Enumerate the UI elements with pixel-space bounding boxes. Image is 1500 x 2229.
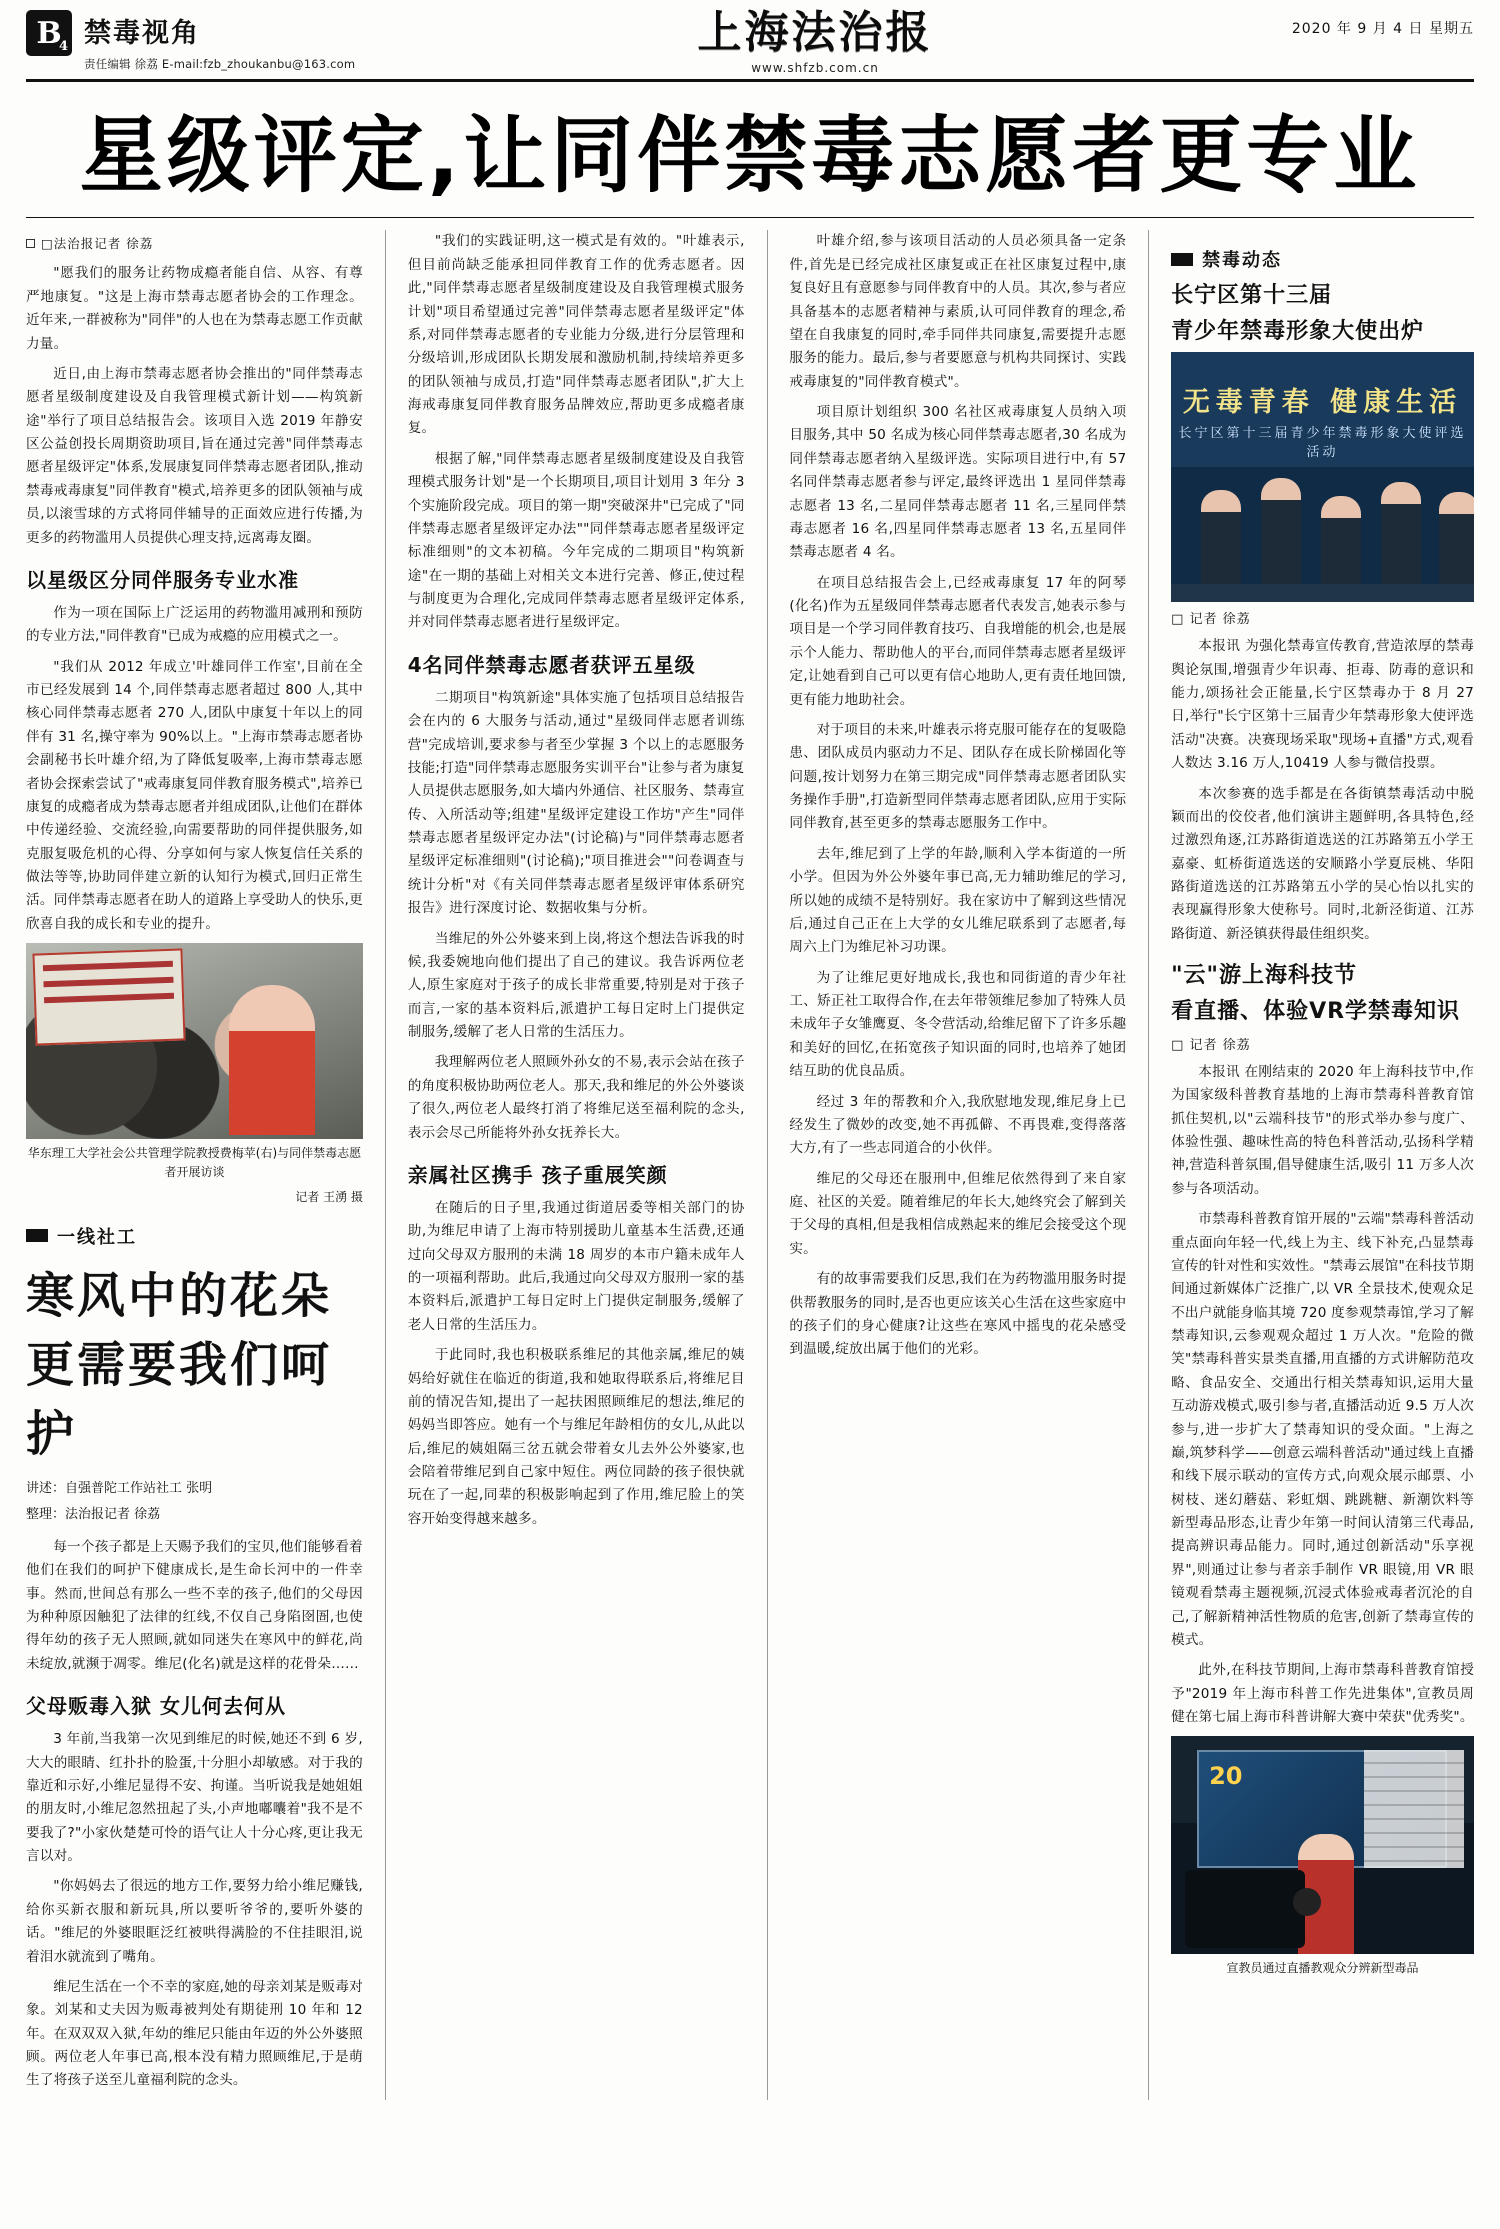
photo-people xyxy=(1171,472,1474,602)
column-divider xyxy=(767,230,768,2099)
page-badge-letter: B xyxy=(36,15,62,51)
main-columns xyxy=(26,230,1474,2099)
section2-paragraph: 于此同时,我也积极联系维尼的其他亲属,维尼的姨妈给好就住在临近的街道,我和她取得联系后,将维尼目前的情况告知,提出了一起扶困照顾维尼的想法,维尼的妈妈当即答应。她有一个与维尼年龄相仿的女儿,从此以后,维尼的姨姐隔三岔五就会带着女儿去外公外婆家,也会陪着带维尼到自己家中短住。两位同龄的孩子很快就玩在了一起,同辈的积极影响起到了作用,维尼脸上的笑容开始变得越来越多。 xyxy=(407,1347,745,1527)
lead-byline xyxy=(26,234,363,252)
article-paragraph: 根据了解,"同伴禁毒志愿者星级制度建设及自我管理模式服务计划"是一个长期项目,项目计划用 3 年分 3 个实施阶段完成。项目的第一期"突破深井"已完成了"同伴禁毒志愿者星级评定办法""同伴禁毒志愿者星级评定标准细则"的文本初稿。今年完成的二期项目"构筑新途"在一期的基础上对相关文本进行完善、修正,使过程与制度更为合理化,完成同伴禁毒志愿者星级评定体系,并对同伴禁毒志愿者进行星级评定。 xyxy=(407,450,745,631)
section2-paragraph: 有的故事需要我们反思,我们在为药物滥用服务时提供帮教服务的同时,是否也更应该关心生活在这些家庭中的孩子们的身心健康?让这些在寒风中摇曳的花朵感受到温暖,绽放出属于他们的光彩。 xyxy=(789,1271,1127,1358)
photo-camera xyxy=(1185,1870,1305,1948)
section2-title: 寒风中的花朵更需要我们呵护 xyxy=(26,1267,333,1462)
article-paragraph: "我们从 2012 年成立'叶雄同伴工作室',目前在全市已经发展到 14 个,同伴禁毒志愿者超过 800 人,其中核心同伴禁毒志愿者 270 人,团队中康复十年以上的同伴有 31 名,操守率为 90%以上。"上海市禁毒志愿者协会副秘书长叶雄介绍,为了降低复吸率,上海市禁毒志愿者协会探索尝试了"戒毒康复同伴教育服务模式",培养已康复的成瘾者成为禁毒志愿者并组成团队,让他们在群体中传递经验、交流经验,向需要帮助的同伴提供服务,如克服复吸危机的心得、分享如何与家人恢复信任关系的做法等等,协助同伴建立新的认知行为模式,回归正常生活。同伴禁毒志愿者在助人的道路上享受助人的快乐,更欣喜自我的成长和专业的提升。 xyxy=(26,658,363,932)
rail-flag xyxy=(1171,246,1474,272)
column-2 xyxy=(408,230,745,2099)
column-3 xyxy=(789,230,1126,2099)
column-1 xyxy=(26,230,363,2099)
lead-byline-text: □法治报记者 徐荔 xyxy=(41,236,154,252)
photo-caption: 华东理工大学社会公共管理学院教授费梅苹(右)与同伴禁毒志愿者开展访谈 xyxy=(27,1146,362,1180)
rail-item2-reporter: □ 记者 徐荔 xyxy=(1171,1037,1251,1053)
rail-item2-paragraph: 本报讯 在刚结束的 2020 年上海科技节中,作为国家级科普教育基地的上海市禁毒科普教育馆抓住契机,以"云端科技节"的形式举办参与度广、体验性强、趣味性高的特色科普活动,弘扬科学精神,营造科普氛围,倡导健康生活,吸引 11 万多人次参与各项活动。 xyxy=(1171,1063,1474,1197)
rail-photo-caption: 宣教员通过直播教观众分辨新型毒品 xyxy=(1226,1961,1419,1976)
paper-url: www.shfzb.com.cn xyxy=(751,61,879,76)
section-title: 禁毒视角 xyxy=(84,18,200,49)
article-paragraph: 叶雄介绍,参与该项目活动的人员必须具备一定条件,首先是已经完成社区康复或正在社区康复过程中,康复良好且有意愿参与同伴教育中的人员。其次,参与者应具备基本的志愿者精神与素质,认可同伴教育的理念,希望在自我康复的同时,牵手同伴共同康复,需要提升志愿服务的能力。最后,参与者要愿意与机构共同探讨、实践戒毒康复的"同伴教育模式"。 xyxy=(789,233,1127,390)
right-rail xyxy=(1171,230,1474,2099)
section2-paragraph: "你妈妈去了很远的地方工作,要努力给小维尼赚钱,给你买新衣服和新玩具,所以要听爷爷的,要听外婆的话。"维尼的外婆眼眶泛红被哄得满脸的不住挂眼泪,说着泪水就流到了嘴角。 xyxy=(26,1878,363,1965)
section-flag-frontline xyxy=(26,1223,363,1249)
section2-paragraph: 在随后的日子里,我通过街道居委等相关部门的协助,为维尼申请了上海市特别援助儿童基本生活费,还通过向父母双方服刑的未满 18 周岁的本市户籍未成年人的一项福利帮助。此后,我通过向父母双方服刑一家的基本资料后,派遣护工每日定时上门提供定制服务,缓解了老人日常的生活压力。 xyxy=(407,1199,745,1333)
section2-paragraph: 经过 3 年的帮教和介入,我欣慰地发现,维尼身上已经发生了微妙的改变,她不再孤僻、不再畏难,变得落落大方,有了一些志同道合的小伙伴。 xyxy=(789,1093,1127,1157)
subheading-1: 以星级区分同伴服务专业水准 xyxy=(26,567,299,592)
section2-paragraph: 维尼的父母还在服刑中,但维尼依然得到了来自家庭、社区的关爱。随着维尼的年长大,她终究会了解到关于父母的真相,但是我相信成熟起来的维尼会接受这个现实。 xyxy=(789,1170,1127,1257)
section2-intro: 每一个孩子都是上天赐予我们的宝贝,他们能够看着他们在我们的呵护下健康成长,是生命长河中的一件幸事。然而,世间总有那么一些不幸的孩子,他们的父母因为种种原因触犯了法律的红线,不仅自己身陷囹圄,也使得年幼的孩子无人照顾,就如同迷失在寒风中的鲜花,尚未绽放,就濒于凋零。维尼(化名)就是这样的花骨朵…… xyxy=(26,1538,363,1672)
section2-paragraph: 我理解两位老人照顾外孙女的不易,表示会站在孩子的角度积极协助两位老人。那天,我和维尼的外公外婆谈了很久,两位老人最终打消了将维尼送至福利院的念头,表示会尽己所能将外孙女抚养长大。 xyxy=(407,1054,745,1141)
photo-stage xyxy=(1171,584,1474,602)
headline-rule xyxy=(26,217,1474,218)
rail-flag-label: 禁毒动态 xyxy=(1202,250,1283,272)
section2-paragraph: 为了让维尼更好地成长,我也和同街道的青少年社工、矫正社工取得合作,在去年带领维尼参加了特殊人员未成年子女雏鹰夏、冬令营活动,给维尼留下了许多乐趣和美好的回忆,在拓宽孩子知识面的同时,也培养了她团结互助的优良品质。 xyxy=(789,969,1127,1080)
article-paragraph: "我们的实践证明,这一模式是有效的。"叶雄表示,但目前尚缺乏能承担同伴教育工作的优秀志愿者。因此,"同伴禁毒志愿者星级制度建设及自我管理模式服务计划"项目希望通过完善"同伴禁毒志愿者星级评定"体系,对同伴禁毒志愿者的专业能力分级,进行分层管理和分级培训,形成团队长期发展和激励机制,持续培养更多的团队领袖与成员,打造"同伴禁毒志愿者团队",扩大上海戒毒康复同伴教育服务品牌效应,帮助更多成瘾者康复。 xyxy=(407,233,745,437)
photo-screen-label: 20 xyxy=(1209,1762,1243,1791)
main-headline: 星级评定,让同伴禁毒志愿者更专业 xyxy=(79,107,1421,205)
rail-item1-reporter: □ 记者 徐荔 xyxy=(1171,612,1251,628)
masthead-center xyxy=(456,7,1174,76)
photo-banner-text: 无毒青春 健康生活 xyxy=(1182,387,1463,419)
masthead xyxy=(26,7,1474,82)
article-paragraph: 二期项目"构筑新途"具体实施了包括项目总结报告会在内的 6 大服务与活动,通过"星级同伴志愿者训练营"完成培训,要求参与者至少掌握 3 个以上的志愿服务技能;打造"同伴禁毒志愿服务实训平台"让参与者为康复人员提供志愿服务,如大墙内外通信、社区服务、禁毒宣传、入所活动等;组建"星级评定建设工作坊"产生"同伴禁毒志愿者星级评定办法"(讨论稿)与"同伴禁毒志愿者星级评定标准细则"(讨论稿);"项目推进会""问卷调查与统计分析"对《有关同伴禁毒志愿者星级评审体系研究报告》进行深度讨论、数据收集与分析。 xyxy=(407,689,745,917)
section2-byline-1: 讲述：自强普陀工作站社工 张明 xyxy=(26,1480,213,1496)
article-paragraph: 对于项目的未来,叶雄表示将克服可能存在的复吸隐患、团队成员内驱动力不足、团队存在成长阶梯固化等问题,按计划努力在第三期完成"同伴禁毒志愿者团队实务操作手册",打造新型同伴禁毒志愿者团队,应用于实际同伴教育,甚至更多的禁毒志愿服务工作中。 xyxy=(789,721,1127,832)
article-photo-interview xyxy=(26,943,363,1139)
column-divider xyxy=(385,230,386,2099)
article-paragraph: 作为一项在国际上广泛运用的药物滥用减刑和预防的专业方法,"同伴教育"已成为戒瘾的应用模式之一。 xyxy=(26,604,363,645)
rail-item2-paragraph: 此外,在科技节期间,上海市禁毒科普教育馆授予"2019 年上海市科普工作先进集体",宣教员周健在第七届上海市科普讲解大赛中荣获"优秀奖"。 xyxy=(1171,1662,1474,1726)
rail-photo-livestream xyxy=(1171,1736,1474,1954)
photo-sponsor-wall xyxy=(1364,1750,1464,1868)
rail-item2-title-line1: "云"游上海科技节 xyxy=(1171,963,1357,989)
page-number-badge xyxy=(26,10,72,56)
rail-photo-ambassador xyxy=(1171,352,1474,602)
photo-credit: 记者 王湧 摄 xyxy=(295,1189,363,1204)
masthead-left xyxy=(26,10,456,72)
section2-subheading-1: 父母贩毒入狱 女儿何去何从 xyxy=(26,1694,286,1719)
publication-date: 2020 年 9 月 4 日 星期五 xyxy=(1291,21,1474,37)
rail-item1-paragraph: 本次参赛的选手都是在各街镇禁毒活动中脱颖而出的佼佼者,他们演讲主题鲜明,各具特色,经过激烈角逐,江苏路街道选送的江苏路第五小学王嘉豪、虹桥街道选送的安顺路小学夏辰桃、华阳路街道选送的江苏路第五小学的吴心怡以扎实的表现赢得形象大使称号。同时,北新泾街道、江苏路街道、新泾镇获得最佳组织奖。 xyxy=(1171,785,1474,942)
rail-item2-title-line2: 看直播、体验VR学禁毒知识 xyxy=(1171,999,1461,1025)
photo-person xyxy=(229,985,315,1135)
rail-item1-title-line2: 青少年禁毒形象大使出炉 xyxy=(1171,319,1425,345)
editor-line: 责任编辑 徐荔 E-mail:fzb_zhoukanbu@163.com xyxy=(84,57,356,71)
column-divider xyxy=(1148,230,1149,2099)
article-paragraph: 项目原计划组织 300 名社区戒毒康复人员纳入项目服务,其中 50 名成为核心同伴禁毒志愿者,30 名成为同伴禁毒志愿者纳入星级评选。实际项目进行中,有 57 名同伴禁毒志愿者参与评定,最终评选出 1 星同伴禁毒志愿者 13 名,二星同伴禁毒志愿者 11 名,三星同伴禁毒志愿者 16 名,四星同伴禁毒志愿者 13 名,五星同伴禁毒志愿者 4 名。 xyxy=(789,404,1127,561)
paper-name: 上海法治报 xyxy=(697,7,933,58)
page-badge-number: 4 xyxy=(58,39,68,54)
article-paragraph: "愿我们的服务让药物成瘾者能自信、从容、有尊严地康复。"这是上海市禁毒志愿者协会的工作理念。近年来,一群被称为"同伴"的人也在为禁毒志愿工作贡献力量。 xyxy=(26,265,363,352)
flag-bar-icon xyxy=(1171,253,1193,266)
article-paragraph: 近日,由上海市禁毒志愿者协会推出的"同伴禁毒志愿者星级制度建设及自我管理模式新计划——构筑新途"举行了项目总结报告会。该项目入选 2019 年静安区公益创投长周期资助项目,旨在通过完善"同伴禁毒志愿者星级评定"体系,发展康复同伴禁毒志愿者团队,推动禁毒戒毒康复"同伴教育"模式,培养更多的团队领袖与成员,以滚雪球的方式将同伴辅导的正面效应进行传播,为更多的药物滥用人员提供心理支持,远离毒友圈。 xyxy=(26,365,363,546)
rail-item1-title-line1: 长宁区第十三届 xyxy=(1171,283,1333,309)
section2-subheading-2: 亲属社区携手 孩子重展笑颜 xyxy=(407,1162,668,1187)
section2-paragraph: 3 年前,当我第一次见到维尼的时候,她还不到 6 岁,大大的眼睛、红扑扑的脸蛋,十分胆小却敏感。对于我的靠近和示好,小维尼显得不安、拘谨。当听说我是她姐姐的朋友时,小维尼忽然扭起了头,小声地嘟囔着"我不是不要我了?"小家伙楚楚可怜的语气让人十分心疼,更让我无言以对。 xyxy=(26,1731,363,1865)
subheading-2: 4名同伴禁毒志愿者获评五星级 xyxy=(407,652,696,677)
section2-paragraph: 去年,维尼到了上学的年龄,顺利入学本街道的一所小学。但因为外公外婆年事已高,无力辅助维尼的学习,所以她的成绩不是特别好。我在家访中了解到这些情况后,通过自己正在上大学的女儿维尼联系到了志愿者,每周六上门为维尼补习功课。 xyxy=(789,845,1127,956)
flag-bar-icon xyxy=(26,1229,48,1242)
masthead-section xyxy=(84,10,355,72)
rail-item2-paragraph: 市禁毒科普教育馆开展的"云端"禁毒科普活动重点面向年轻一代,线上为主、线下补充,凸显禁毒宣传的针对性和实效性。"禁毒云展馆"在科技节期间通过新媒体广泛推广,以 VR 全景技术,使观众足不出户就能身临其境 720 度参观禁毒馆,学习了解禁毒知识,云参观观众超过 1 万人次。"危险的微笑"禁毒科普实景类直播,用直播的方式讲解防范攻略、食品安全、交通出行相关禁毒知识,运用大量互动游戏模式,吸引参与者,直播活动近 9.5 万人次参与,进一步扩大了禁毒知识的受众面。"上海之巅,筑梦科学——创意云端科普活动"通过线上直播和线下展示联动的宣传方式,向观众展示邮票、小树枝、迷幻蘑菇、彩虹烟、跳跳糖、新潮饮料等新型毒品形态,让青少年第一时间认清第三代毒品,提高辨识毒品能力。同时,通过创新活动"乐享视界",则通过让参与者亲手制作 VR 眼镜,用 VR 眼镜观看禁毒主题视频,沉浸式体验戒毒者沉沦的自己,了解新精神活性物质的危害,创新了禁毒宣传的模式。 xyxy=(1171,1211,1474,1648)
section2-paragraph: 维尼生活在一个不幸的家庭,她的母亲刘某是贩毒对象。刘某和丈夫因为贩毒被判处有期徒刑 10 年和 12 年。在双双双入狱,年幼的维尼只能由年迈的外公外婆照顾。两位老人年事已高,根本没有精力照顾维尼,于是萌生了将孩子送至儿童福利院的念头。 xyxy=(26,1978,363,2089)
photo-banner-subtext: 长宁区第十三届青少年禁毒形象大使评选活动 xyxy=(1178,426,1467,461)
section2-byline-2: 整理：法治报记者 徐荔 xyxy=(26,1506,161,1522)
section2-paragraph: 当维尼的外公外婆来到上岗,将这个想法告诉我的时候,我委婉地向他们提出了自己的建议。我告诉两位老人,原生家庭对于孩子的成长非常重要,特别是对于孩子而言,一家的基本资料后,派遣护工每日定时上门提供定制服务,缓解了老人日常的生活压力。 xyxy=(407,930,745,1041)
photo-poster xyxy=(32,949,185,1046)
article-paragraph: 在项目总结报告会上,已经戒毒康复 17 年的阿琴(化名)作为五星级同伴禁毒志愿者代表发言,她表示参与项目是一个学习同伴教育技巧、自我增能的机会,也是展示个人能力、帮助他人的平台,而同伴禁毒志愿者星级评定,让她看到自己可以更有信心地助人,更有责任地回馈,更有能力地助社会。 xyxy=(789,574,1127,708)
section-flag-label: 一线社工 xyxy=(57,1226,137,1248)
rail-item1-paragraph: 本报讯 为强化禁毒宣传教育,营造浓厚的禁毒舆论氛围,增强青少年识毒、拒毒、防毒的意识和能力,颂扬社会正能量,长宁区禁毒办于 8 月 27 日,举行"长宁区第十三届青少年禁毒形象大使评选活动"决赛。决赛现场采取"现场+直播"方式,观看人数达 3.16 万人,10419 人参与微信投票。 xyxy=(1171,638,1474,772)
